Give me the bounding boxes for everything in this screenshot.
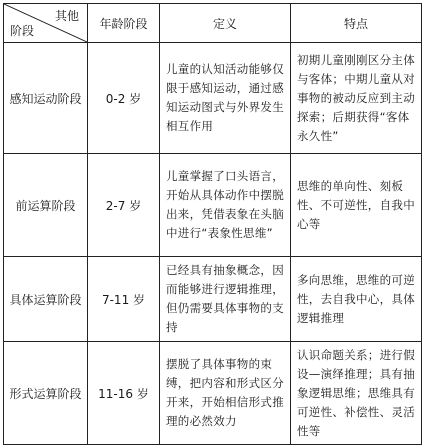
features-cell: 认识命题关系；进行假设—演绎推理；具有抽象逻辑思维；思维具有可逆性、补偿性、灵活性等	[291, 342, 422, 445]
stage-cell: 感知运动阶段	[4, 43, 88, 154]
stage-cell: 前运算阶段	[4, 154, 88, 257]
table-row	[4, 154, 422, 257]
features-cell: 思维的单向性、刻板性、不可逆性，自我中心等	[291, 154, 422, 257]
definition-cell: 儿童的认知活动能够仅限于感知运动，通过感知运动图式与外界发生相互作用	[160, 43, 291, 154]
age-cell: 0-2 岁	[88, 43, 160, 154]
definition-cell: 摆脱了具体事物的束缚，把内容和形式区分开来，开始相信形式推理的必然效力	[160, 342, 291, 445]
age-cell: 11-16 岁	[88, 342, 160, 445]
stage-cell: 形式运算阶段	[4, 342, 88, 445]
corner-bottom-label: 阶段	[10, 24, 35, 38]
table-row	[4, 257, 422, 342]
definition-header: 定义	[160, 4, 291, 43]
age-cell: 2-7 岁	[88, 154, 160, 257]
features-cell: 多向思维，思维的可逆性，去自我中心，具体逻辑推理	[291, 257, 422, 342]
features-cell: 初期儿童刚刚区分主体与客体；中期儿童从对事物的被动反应到主动探索；后期获得“客体永久性”	[291, 43, 422, 154]
corner-top-label: 其他	[54, 9, 79, 23]
definition-cell: 已经具有抽象概念，因而能够进行逻辑推理，但仍需要具体事物的支持	[160, 257, 291, 342]
table-row	[4, 43, 422, 154]
age-header: 年龄阶段	[88, 4, 160, 43]
stage-cell: 具体运算阶段	[4, 257, 88, 342]
header-row	[4, 4, 422, 43]
table-row	[4, 342, 422, 445]
piaget-stages-table	[3, 3, 422, 445]
features-header: 特点	[291, 4, 422, 43]
age-cell: 7-11 岁	[88, 257, 160, 342]
corner-header-cell	[4, 4, 88, 43]
definition-cell: 儿童掌握了口头语言，开始从具体动作中摆脱出来，凭借表象在头脑中进行“表象性思维”	[160, 154, 291, 257]
